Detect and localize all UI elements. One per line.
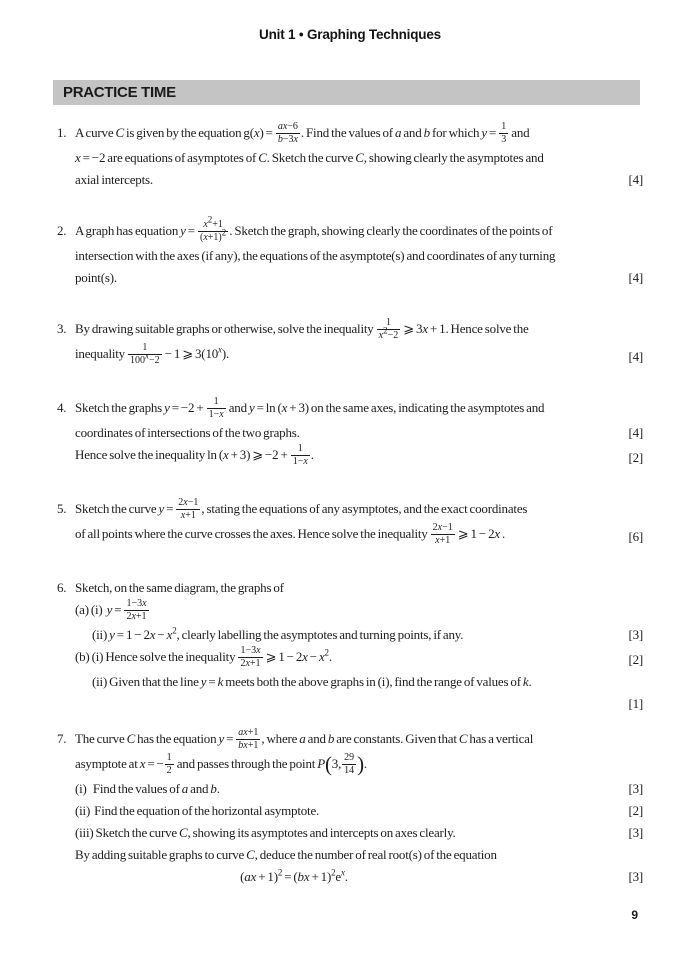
question-line-text: (b) (i) Hence solve the inequality $\frac{1-3x}{2x+1}$ ⩾ $1 - 2x - x^2$. bbox=[75, 645, 332, 669]
question-line bbox=[75, 778, 643, 800]
mark-label: [3] bbox=[628, 781, 643, 796]
mark-label: [4] bbox=[628, 425, 643, 440]
question-lines bbox=[75, 498, 643, 548]
question-lines bbox=[75, 318, 643, 368]
mark-label: [3] bbox=[628, 869, 643, 884]
question-line-text: Sketch the graphs y = −2 + $\frac{1}{1-x}$ and y = ln (x + 3) on the same axes, indicating the asymptotes and bbox=[75, 396, 545, 420]
question-line bbox=[75, 318, 643, 343]
mark-label: [4] bbox=[628, 172, 643, 187]
question-item bbox=[35, 397, 643, 469]
question-lines bbox=[75, 728, 643, 888]
question-line bbox=[75, 624, 643, 646]
question-line bbox=[75, 343, 643, 368]
question-line-text: Sketch, on the same diagram, the graphs of bbox=[75, 580, 284, 595]
question-item bbox=[35, 122, 643, 191]
question-line bbox=[75, 245, 643, 267]
question-line bbox=[75, 671, 643, 693]
question-line bbox=[75, 844, 643, 866]
question-item bbox=[35, 728, 643, 888]
question-line-text: asymptote at x = − $\frac{1}{2}$ and passes through the point P(3, $\frac{29}{14}$ ). bbox=[75, 752, 367, 776]
question-line-text: (ii) Find the equation of the horizontal asymptote. bbox=[75, 803, 320, 818]
question-line-text: (a) (i) y = $\frac{1-3x}{2x+1}$ bbox=[75, 598, 147, 622]
mark-label: [6] bbox=[628, 529, 643, 544]
question-line-text: The curve C has the equation y = $\frac{ax+1}{bx+1}$ , where a and b are constants. Given that C has a vertical bbox=[75, 727, 534, 751]
question-item bbox=[35, 214, 643, 289]
question-line-text: A graph has equation y = $\frac{x^2+1}{(x+1)^2}$ . Sketch the graph, showing clearly the coordinates of the points of bbox=[75, 214, 553, 243]
question-line bbox=[75, 397, 643, 422]
question-line bbox=[75, 866, 643, 888]
mark-label: [1] bbox=[628, 696, 643, 711]
question-line bbox=[75, 800, 643, 822]
question-line bbox=[75, 753, 643, 778]
question-number: 7. bbox=[57, 731, 67, 746]
mark-label: [2] bbox=[628, 450, 643, 465]
question-line-text: intersection with the axes (if any), the equations of the asymptote(s) and coordinates of any turning bbox=[75, 248, 556, 263]
questions-list bbox=[35, 122, 643, 888]
question-item bbox=[35, 498, 643, 548]
question-item bbox=[35, 318, 643, 368]
question-line bbox=[75, 599, 643, 624]
question-line bbox=[75, 267, 643, 289]
question-line bbox=[75, 728, 643, 753]
question-number: 4. bbox=[57, 400, 67, 415]
question-number: 2. bbox=[57, 223, 67, 238]
mark-label: [3] bbox=[628, 825, 643, 840]
question-lines bbox=[75, 214, 643, 289]
question-line-text: $(ax + 1)^2 = (bx + 1)^2e^x$. bbox=[240, 867, 348, 884]
mark-label: [4] bbox=[628, 270, 643, 285]
question-line-text: (iii) Sketch the curve C, showing its asymptotes and intercepts on axes clearly. bbox=[75, 825, 456, 840]
question-line bbox=[75, 444, 643, 469]
question-line bbox=[75, 498, 643, 523]
section-title-bar: PRACTICE TIME bbox=[53, 80, 640, 105]
question-line-text: point(s). bbox=[75, 270, 117, 285]
question-line bbox=[75, 147, 643, 169]
question-line-text: of all points where the curve crosses the axes. Hence solve the inequality $\frac{2x-1}{x+1}$ ⩾ 1 − 2x . bbox=[75, 522, 506, 546]
question-line bbox=[75, 577, 643, 599]
question-number: 3. bbox=[57, 321, 67, 336]
question-number: 5. bbox=[57, 501, 67, 516]
question-line-text: By drawing suitable graphs or otherwise, solve the inequality $\frac{1}{x^2-2}$ ⩾ 3x + 1. Hence solve the bbox=[75, 317, 529, 341]
mark-label: [4] bbox=[628, 349, 643, 364]
question-line-text: By adding suitable graphs to curve C, deduce the number of real root(s) of the equation bbox=[75, 847, 497, 862]
question-number: 1. bbox=[57, 125, 67, 140]
question-line-text: Hence solve the inequality ln (x + 3) ⩾ −2 + $\frac{1}{1-x}$ . bbox=[75, 443, 314, 467]
question-line bbox=[75, 422, 643, 444]
question-line-text: coordinates of intersections of the two graphs. bbox=[75, 425, 300, 440]
question-line bbox=[75, 693, 643, 715]
question-line-text: (ii) $y = 1 - 2x - x^2$, clearly labelling the asymptotes and turning points, if any. bbox=[92, 625, 464, 642]
question-line-text: inequality $\frac{1}{100^x-2}$ − 1 ⩾ 3(10$^x$). bbox=[75, 342, 230, 366]
mark-label: [3] bbox=[628, 627, 643, 642]
question-line-text: Sketch the curve y = $\frac{2x-1}{x+1}$ , stating the equations of any asymptotes, and the exact coordinates bbox=[75, 497, 528, 521]
question-line-text: A curve C is given by the equation g(x) = $\frac{ax-6}{b-3x}$ . Find the values of a and b for which y = $\frac{1}{3}$ and bbox=[75, 121, 530, 145]
page-number: 9 bbox=[631, 908, 638, 922]
question-line-text: x = −2 are equations of asymptotes of C. Sketch the curve C, showing clearly the asymptotes and bbox=[75, 150, 544, 165]
question-lines bbox=[75, 397, 643, 469]
question-line bbox=[75, 214, 643, 245]
mark-label: [2] bbox=[628, 652, 643, 667]
question-lines bbox=[75, 577, 643, 715]
question-line-text: (i) Find the values of a and b. bbox=[75, 781, 220, 796]
question-item bbox=[35, 577, 643, 715]
page-header-title: Unit 1 • Graphing Techniques bbox=[259, 27, 441, 42]
question-line-text: axial intercepts. bbox=[75, 172, 153, 187]
question-lines bbox=[75, 122, 643, 191]
question-line bbox=[75, 169, 643, 191]
question-line bbox=[75, 523, 643, 548]
question-line bbox=[75, 646, 643, 671]
question-line bbox=[75, 822, 643, 844]
question-line-text: (ii) Given that the line y = k meets both the above graphs in (i), find the range of values of k. bbox=[92, 674, 532, 689]
question-number: 6. bbox=[57, 580, 67, 595]
mark-label: [2] bbox=[628, 803, 643, 818]
question-line bbox=[75, 122, 643, 147]
